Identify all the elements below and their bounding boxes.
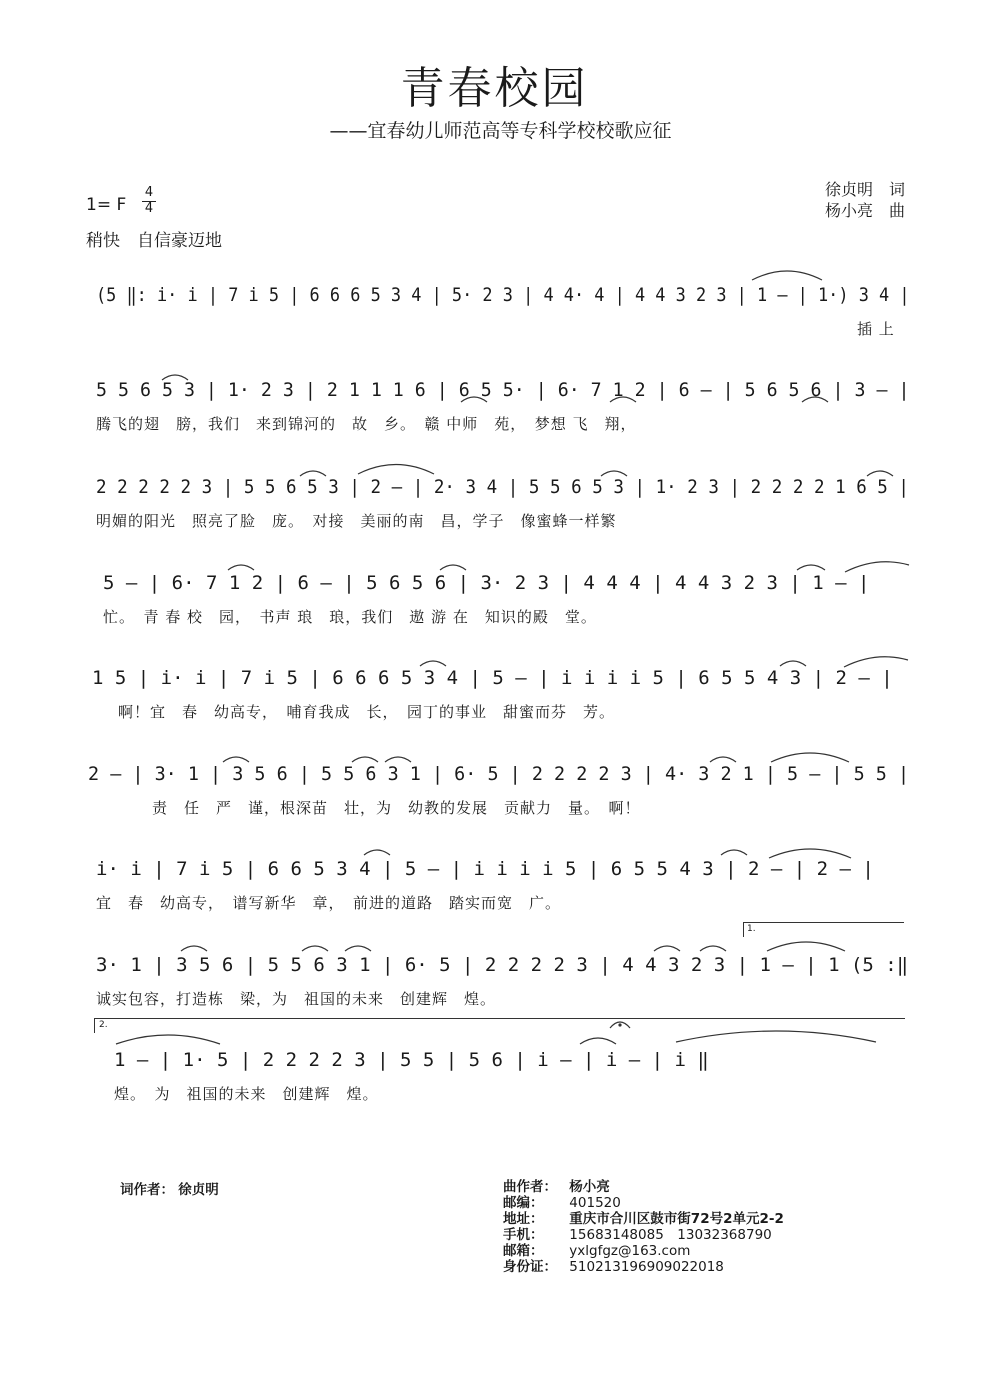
notation-line-3: 2 2 2 2 2 3 | 5 5 6 5 3 | 2 – | 2· 3 4 | 5 5 6 5 3 | 1· 2 3 | 2 2 2 2 1 6 5 |	[96, 476, 909, 498]
song-subtitle: ——宜春幼儿师范高等专科学校校歌应征	[329, 120, 672, 142]
second-ending-label: 2.	[99, 1020, 108, 1030]
slur-mark	[797, 565, 825, 570]
key-signature: 1= F	[86, 195, 127, 215]
lyrics-line-5: 啊！宜 春 幼高专， 哺育我成 长， 园丁的事业 甜蜜而芬 芳。	[118, 703, 616, 721]
footer-id-label: 身份证：	[503, 1259, 557, 1275]
footer-composer-label: 曲作者：	[503, 1179, 557, 1195]
composer-credit: 杨小亮 曲	[824, 201, 905, 220]
slur-mark	[844, 657, 908, 667]
slur-mark	[771, 753, 849, 762]
footer-phone-label: 手机：	[503, 1227, 544, 1243]
notation-line-5: 1 5 | i· i | 7 i 5 | 6 6 6 5 3 4 | 5 – | i i i i 5 | 6 5 5 4 3 | 2 – |	[92, 667, 893, 689]
slur-mark	[721, 850, 747, 855]
slur-mark	[345, 946, 371, 951]
slur-mark	[700, 946, 726, 951]
slur-mark	[601, 471, 627, 476]
footer-lyricist-label: 词作者：	[120, 1182, 174, 1198]
slur-mark	[802, 397, 828, 402]
footer-lyricist-block	[120, 1178, 219, 1198]
slur-mark	[162, 375, 188, 380]
slur-mark	[385, 757, 411, 762]
slur-mark	[610, 397, 636, 402]
footer-email: yxlgfgz@163.com	[569, 1243, 691, 1259]
slur-mark	[116, 1035, 220, 1044]
slur-mark	[580, 1038, 616, 1044]
notation-line-4: 5 – | 6· 7 1 2 | 6 – | 5 6 5 6 | 3· 2 3 | 4 4 4 | 4 4 3 2 3 | 1 – |	[103, 572, 870, 594]
footer-postcode: 401520	[569, 1195, 621, 1211]
footer-id-number: 510213196909022018	[569, 1259, 724, 1275]
lyrics-line-2: 腾飞的翅 膀，我们 来到锦河的 故 乡。 赣 中师 苑， 梦想 飞 翔，	[96, 415, 637, 433]
slur-mark	[300, 471, 326, 476]
lyrics-line-1: 插 上	[857, 320, 895, 338]
footer-lyricist-name: 徐贞明	[178, 1182, 219, 1198]
slur-mark	[440, 565, 466, 570]
notation-line-8: 3· 1 | 3 5 6 | 5 5 6 3 1 | 6· 5 | 2 2 2 2 3 | 4 4 3 2 3 | 1 – | 1 (5 :‖	[96, 954, 909, 976]
lyrics-line-6: 责 任 严 谨，根深苗 壮，为 幼教的发展 贡献力 量。 啊！	[152, 799, 641, 817]
song-title: 青春校园	[400, 63, 589, 114]
footer-email-label: 邮箱：	[503, 1243, 544, 1259]
lyrics-line-7: 宜 春 幼高专， 谱写新华 章， 前进的道路 踏实而宽 广。	[96, 894, 562, 912]
lyricist-credit: 徐贞明 词	[824, 180, 905, 199]
slur-mark	[302, 946, 328, 951]
slur-mark	[228, 565, 254, 570]
fermata-dot	[618, 1023, 621, 1026]
slur-mark	[223, 757, 249, 762]
first-ending-label: 1.	[747, 924, 756, 934]
footer-composer-name: 杨小亮	[569, 1179, 610, 1195]
footer-composer-row	[503, 1179, 784, 1195]
footer-address: 重庆市合川区鼓市街72号2单元2-2	[569, 1211, 784, 1227]
slur-mark	[845, 562, 909, 572]
notation-line-1: (5 ‖: i· i | 7 i 5 | 6 6 6 5 3 4 | 5· 2 3 | 4 4· 4 | 4 4 3 2 3 | 1 – | 1·) 3 4 |	[96, 284, 910, 306]
footer-composer-block	[503, 1179, 784, 1275]
slur-mark	[461, 397, 487, 402]
slur-mark	[420, 661, 446, 666]
lyrics-line-8: 诚实包容，打造栋 梁，为 祖国的未来 创建辉 煌。	[96, 990, 497, 1008]
notation-line-7: i· i | 7 i 5 | 6 6 5 3 4 | 5 – | i i i i 5 | 6 5 5 4 3 | 2 – | 2 – |	[96, 858, 874, 880]
slur-mark	[352, 757, 378, 762]
slur-mark	[358, 465, 434, 475]
footer-address-label: 地址：	[503, 1211, 544, 1227]
slur-mark	[654, 946, 680, 951]
lyrics-line-9: 煌。 为 祖国的未来 创建辉 煌。	[114, 1085, 379, 1103]
slur-mark	[752, 271, 822, 280]
footer-id-row	[503, 1259, 784, 1275]
slur-mark	[767, 942, 845, 951]
footer-email-row	[503, 1243, 784, 1259]
notation-line-2: 5 5 6 5 3 | 1· 2 3 | 2 1 1 1 6 | 6 5 5· | 6· 7 1 2 | 6 – | 5 6 5 6 | 3 – |	[96, 379, 910, 401]
slur-mark	[780, 661, 806, 666]
slur-mark	[181, 946, 207, 951]
slur-mark	[769, 849, 851, 858]
footer-postcode-row	[503, 1195, 784, 1211]
lyrics-line-4: 忙。 青 春 校 园， 书声 琅 琅，我们 遨 游 在 知识的殿 堂。	[103, 608, 597, 626]
footer-phone: 15683148085 13032368790	[569, 1227, 772, 1243]
footer-postcode-label: 邮编：	[503, 1195, 544, 1211]
slur-mark	[710, 757, 736, 762]
time-signature-bottom: 4	[142, 201, 156, 216]
slur-mark	[676, 1031, 876, 1042]
notation-line-9: 1 – | 1· 5 | 2 2 2 2 3 | 5 5 | 5 6 | i – | i – | i ‖	[114, 1049, 709, 1071]
slur-mark	[364, 850, 390, 855]
notation-line-6: 2 – | 3· 1 | 3 5 6 | 5 5 6 3 1 | 6· 5 | 2 2 2 2 3 | 4· 3 2 1 | 5 – | 5 5 |	[88, 763, 910, 785]
footer-phone-row	[503, 1227, 784, 1243]
lyrics-line-3: 明媚的阳光 照亮了脸 庞。 对接 美丽的南 昌，学子 像蜜蜂一样繁	[96, 512, 617, 530]
slur-mark	[867, 471, 893, 476]
time-signature-top: 4	[144, 185, 154, 200]
footer-address-row	[503, 1211, 784, 1227]
tempo-marking: 稍快 自信豪迈地	[86, 231, 222, 251]
